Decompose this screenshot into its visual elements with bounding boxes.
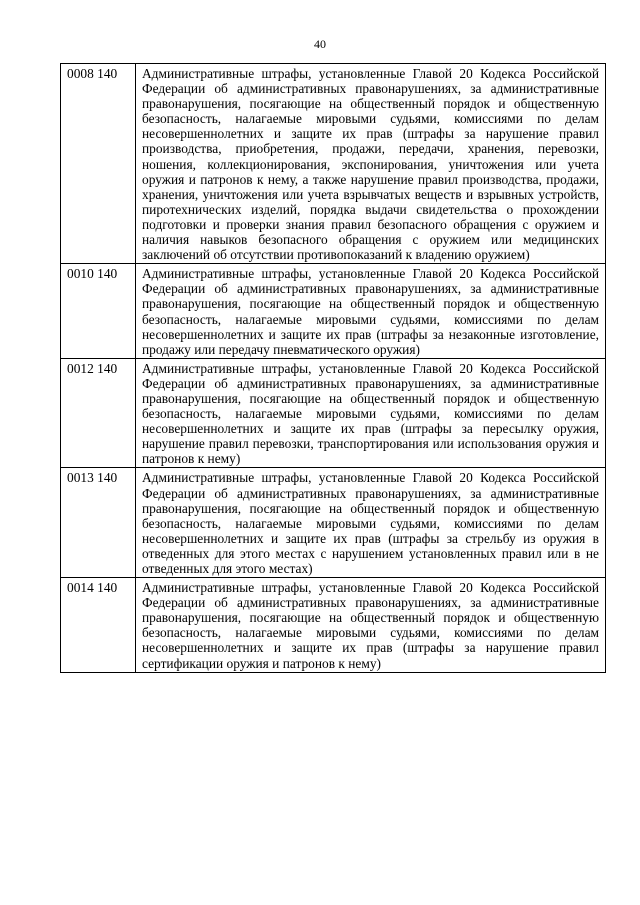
page-number: 40 — [314, 37, 326, 51]
row-code: 0010 140 — [61, 264, 136, 359]
table-row — [61, 64, 606, 264]
row-description: Административные штрафы, установленные Главой 20 Кодекса Российской Федерации об административных правонарушениях, за административные правонарушения, посягающие на общественный порядок и общественную безопасность, налагаемые мировыми судьями, комиссиями по делам несовершеннолетних и защите их прав (штрафы за нарушение правил сертификации оружия и патронов к нему) — [136, 578, 606, 673]
row-code: 0014 140 — [61, 578, 136, 673]
table-row — [61, 578, 606, 673]
row-description: Административные штрафы, установленные Главой 20 Кодекса Российской Федерации об административных правонарушениях, за административные правонарушения, посягающие на общественный порядок и общественную безопасность, налагаемые мировыми судьями, комиссиями по делам несовершеннолетних и защите их прав (штрафы за пересылку оружия, нарушение правил перевозки, транспортирования или использования оружия и патронов к нему) — [136, 358, 606, 468]
row-code: 0012 140 — [61, 358, 136, 468]
row-code: 0013 140 — [61, 468, 136, 578]
table-row — [61, 264, 606, 359]
row-code: 0008 140 — [61, 64, 136, 264]
table-row — [61, 468, 606, 578]
row-description: Административные штрафы, установленные Главой 20 Кодекса Российской Федерации об административных правонарушениях, за административные правонарушения, посягающие на общественный порядок и общественную безопасность, налагаемые мировыми судьями, комиссиями по делам несовершеннолетних и защите их прав (штрафы за нарушение правил производства, приобретения, продажи, передачи, хранения, перевозки, ношения, коллекционирования, экспонирования, уничтожения или учета оружия и патронов к нему, а также нарушение правил производства, продажи, хранения, уничтожения или учета взрывчатых веществ и взрывных устройств, пиротехнических изделий, порядка выдачи свидетельства о прохождении подготовки и проверки знания правил безопасного обращения с оружием и наличия навыков безопасного обращения с оружием или медицинских заключений об отсутствии противопоказаний к владению оружием) — [136, 64, 606, 264]
row-description: Административные штрафы, установленные Главой 20 Кодекса Российской Федерации об административных правонарушениях, за административные правонарушения, посягающие на общественный порядок и общественную безопасность, налагаемые мировыми судьями, комиссиями по делам несовершеннолетних и защите их прав (штрафы за незаконные изготовление, продажу или передачу пневматического оружия) — [136, 264, 606, 359]
table-row — [61, 358, 606, 468]
row-description: Административные штрафы, установленные Главой 20 Кодекса Российской Федерации об административных правонарушениях, за административные правонарушения, посягающие на общественный порядок и общественную безопасность, налагаемые мировыми судьями, комиссиями по делам несовершеннолетних и защите их прав (штрафы за стрельбу из оружия в отведенных для этого местах с нарушением установленных правил или в не отведенных для этого местах) — [136, 468, 606, 578]
codes-table — [60, 63, 606, 673]
